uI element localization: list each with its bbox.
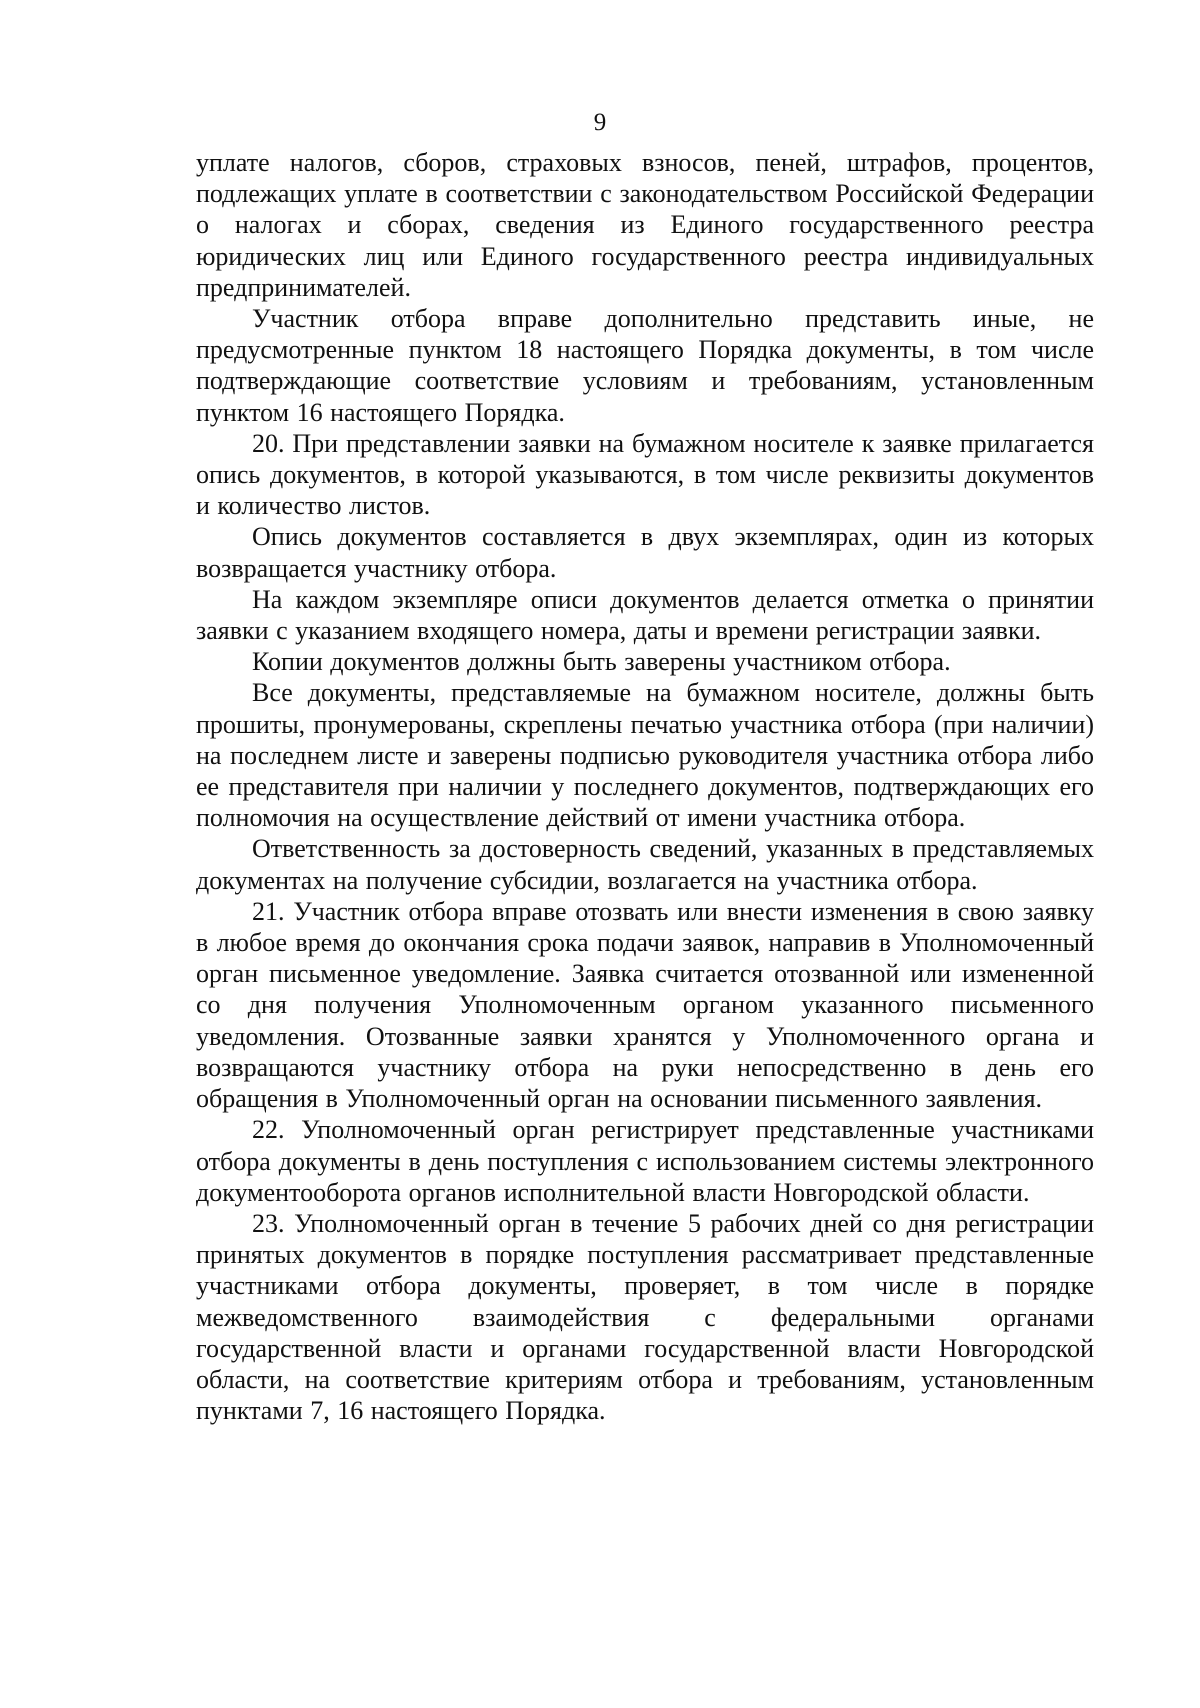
paragraph-item-21: 21. Участник отбора вправе отозвать или внести изменения в свою заявку в любое время до окончания срока подачи заявок, направив в Уполномоченный орган письменное уведомление. Заявка считается отозванной или измененной со дня получения Уполномоченным органом указанного письменного уведомления. Отозванные заявки хранятся у Уполномоченного органа и возвращаются участнику отбора на руки непосредственно в день его обращения в Уполномоченный орган на основании письменного заявления.: [196, 896, 1094, 1114]
paragraph-continuation: уплате налогов, сборов, страховых взносов, пеней, штрафов, процентов, подлежащих уплате в соответствии с законодательством Российской Федерации о налогах и сборах, сведения из Единого государственного реестра юридических лиц или Единого государственного реестра индивидуальных предпринимателей.: [196, 148, 1094, 302]
document-body: [196, 147, 1094, 1426]
paragraph: На каждом экземпляре описи документов делается отметка о принятии заявки с указанием входящего номера, даты и времени регистрации заявки.: [196, 584, 1094, 646]
paragraph: Все документы, представляемые на бумажном носителе, должны быть прошиты, пронумерованы, скреплены печатью участника отбора (при наличии) на последнем листе и заверены подписью руководителя участника отбора либо ее представителя при наличии у последнего документов, подтверждающих его полномочия на осуществление действий от имени участника отбора.: [196, 678, 1094, 833]
paragraph: Ответственность за достоверность сведений, указанных в представляемых документах на получение субсидии, возлагается на участника отбора.: [196, 834, 1094, 895]
paragraph: Опись документов составляется в двух экземплярах, один из которых возвращается участнику отбора.: [196, 522, 1094, 583]
paragraph-item-22: 22. Уполномоченный орган регистрирует представленные участниками отбора документы в день поступления с использованием системы электронного документооборота органов исполнительной власти Новгородской области.: [196, 1115, 1094, 1207]
paragraph: Копии документов должны быть заверены участником отбора.: [252, 647, 951, 677]
paragraph-item-23: 23. Уполномоченный орган в течение 5 рабочих дней со дня регистрации принятых документов в порядке поступления рассматривает представленные участниками отбора документы, проверяет, в том числе в порядке межведомственного взаимодействия с федеральными органами государственной власти и органами государственной власти Новгородской области, на соответствие критериям отбора и требованиям, установленным пунктами 7, 16 настоящего Порядка.: [196, 1208, 1094, 1426]
paragraph: Участник отбора вправе дополнительно представить иные, не предусмотренные пунктом 18 настоящего Порядка документы, в том числе подтверждающие соответствие условиям и требованиям, установленным пунктом 16 настоящего Порядка.: [196, 304, 1094, 427]
paragraph-item-20: 20. При представлении заявки на бумажном носителе к заявке прилагается опись документов, в которой указываются, в том числе реквизиты документов и количество листов.: [196, 428, 1094, 521]
page-number: 9: [593, 109, 607, 136]
